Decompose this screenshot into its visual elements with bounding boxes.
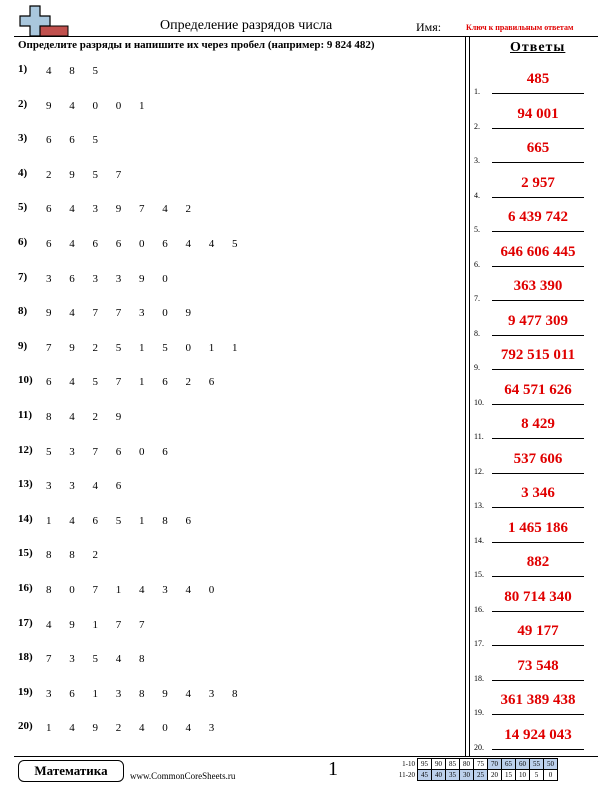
answer-item <box>474 692 598 718</box>
answer-value: 646 606 445 <box>500 243 576 260</box>
answer-item <box>474 519 598 546</box>
problem-digits: 5 3 7 6 0 6 <box>46 445 176 458</box>
answer-number: 1. <box>474 87 480 96</box>
score-cell: 40 <box>432 770 446 781</box>
problem-digits: 6 4 3 9 7 4 2 <box>46 203 199 216</box>
answer-line <box>492 266 584 267</box>
answer-item <box>474 174 598 201</box>
answer-column-divider <box>469 36 470 756</box>
score-cell: 50 <box>544 759 558 770</box>
answer-line <box>492 93 584 94</box>
answer-number: 7. <box>474 294 480 303</box>
score-cell: 90 <box>432 759 446 770</box>
answer-number: 16. <box>474 604 484 614</box>
answer-item <box>474 450 598 477</box>
answer-value: 2 957 <box>521 174 555 191</box>
answer-value: 64 571 626 <box>504 381 572 398</box>
problem-number: 16) <box>18 582 33 594</box>
answer-item <box>474 485 598 511</box>
problem-number: 4) <box>18 166 28 179</box>
problem-digits: 6 4 6 6 0 6 4 4 5 <box>46 238 245 250</box>
answer-item <box>474 623 598 649</box>
answer-item <box>474 140 598 166</box>
answer-item <box>474 726 598 753</box>
problem-digits: 1 4 9 2 4 0 4 3 <box>46 722 222 735</box>
problem-digits: 7 9 2 5 1 5 0 1 1 <box>46 341 245 354</box>
answer-line <box>492 197 584 198</box>
problem-number: 5) <box>18 201 28 214</box>
answer-item <box>474 657 598 684</box>
answer-value: 80 714 340 <box>504 588 572 605</box>
answer-item <box>474 554 598 580</box>
problem-number: 17) <box>18 616 33 629</box>
score-cell: 10 <box>516 770 530 781</box>
answer-line <box>492 714 584 715</box>
score-cell: 65 <box>502 759 516 770</box>
problem-digits: 8 4 2 9 <box>46 411 129 423</box>
answer-number: 6. <box>474 259 480 269</box>
score-range-label: 11-20 <box>398 771 415 779</box>
subject-badge: Математика <box>18 760 124 782</box>
answer-item <box>474 278 598 304</box>
site-url: www.CommonCoreSheets.ru <box>130 771 236 781</box>
answer-item <box>474 381 598 408</box>
answer-line <box>492 369 584 370</box>
answer-value: 665 <box>526 140 550 156</box>
score-cell: 35 <box>446 770 460 781</box>
score-cell: 5 <box>530 770 544 781</box>
problem-digits: 8 0 7 1 4 3 4 0 <box>46 584 222 596</box>
answer-line <box>492 576 584 577</box>
answer-number: 3. <box>474 156 480 165</box>
answer-value: 9 477 309 <box>508 312 568 329</box>
answer-number: 5. <box>474 225 480 234</box>
problem-number: 3) <box>18 132 28 145</box>
score-cell: 15 <box>502 770 516 781</box>
answer-number: 10. <box>474 397 484 407</box>
problem-number: 12) <box>18 443 33 456</box>
answer-line <box>492 473 584 474</box>
answer-item <box>474 588 598 615</box>
problem-number: 1) <box>18 63 28 75</box>
answer-number: 17. <box>474 639 484 648</box>
answer-item <box>474 209 598 235</box>
problem-number: 6) <box>18 236 28 248</box>
answer-number: 4. <box>474 190 480 200</box>
answer-number: 19. <box>474 708 484 717</box>
problem-number: 13) <box>18 478 33 491</box>
problem-digits: 3 6 1 3 8 9 4 3 8 <box>46 687 245 700</box>
answer-key-label: Ключ к правильным ответам <box>466 23 574 32</box>
answer-item <box>474 71 598 97</box>
header-divider <box>14 36 598 37</box>
answer-line <box>492 404 584 405</box>
answer-number: 18. <box>474 673 484 683</box>
score-cell: 85 <box>446 759 460 770</box>
worksheet-title: Определение разрядов числа <box>160 18 333 33</box>
problem-digits: 6 4 5 7 1 6 2 6 <box>46 376 222 389</box>
problem-number: 19) <box>18 685 33 698</box>
answer-item <box>474 105 598 132</box>
answer-number: 15. <box>474 570 484 579</box>
answer-number: 13. <box>474 501 484 510</box>
answer-number: 11. <box>474 432 484 441</box>
score-cell: 30 <box>460 770 474 781</box>
name-label: Имя: <box>416 20 442 34</box>
math-plus-logo-icon <box>18 4 70 38</box>
problem-digits: 4 9 1 7 7 <box>46 618 152 631</box>
problem-digits: 6 6 5 <box>46 134 106 147</box>
answer-number: 20. <box>474 742 484 752</box>
answer-line <box>492 335 584 336</box>
score-cell: 95 <box>418 759 432 770</box>
problem-digits: 3 3 4 6 <box>46 480 129 493</box>
problem-number: 15) <box>18 547 33 560</box>
answer-number: 12. <box>474 466 484 476</box>
answer-value: 8 429 <box>521 416 555 432</box>
score-cell: 25 <box>474 770 488 781</box>
answer-line <box>492 611 584 612</box>
answer-value: 1 465 186 <box>508 519 568 536</box>
answer-value: 14 924 043 <box>504 726 572 743</box>
problem-digits: 1 4 6 5 1 8 6 <box>46 514 199 527</box>
answer-number: 8. <box>474 328 480 338</box>
answer-item <box>474 312 598 339</box>
score-cell: 45 <box>418 770 432 781</box>
problem-number: 20) <box>18 720 33 733</box>
problem-digits: 9 4 7 7 3 0 9 <box>46 307 199 320</box>
answer-item <box>474 416 598 442</box>
answer-value: 485 <box>526 71 550 87</box>
answer-item <box>474 243 598 270</box>
answer-value: 49 177 <box>517 623 559 639</box>
problem-digits: 3 6 3 3 9 0 <box>46 272 176 285</box>
score-cell: 70 <box>488 759 502 770</box>
answer-line <box>492 680 584 681</box>
answer-item <box>474 347 598 373</box>
score-cell: 60 <box>516 759 530 770</box>
answer-line <box>492 128 584 129</box>
score-range-label: 1-10 <box>402 760 415 768</box>
answers-title: Ответы <box>510 40 566 55</box>
answer-line <box>492 438 584 439</box>
answer-line <box>492 300 584 301</box>
answer-value: 792 515 011 <box>500 347 576 363</box>
score-row <box>394 770 558 781</box>
answer-line <box>492 749 584 750</box>
problem-number: 10) <box>18 374 33 387</box>
problem-number: 9) <box>18 339 28 352</box>
score-row <box>394 759 558 770</box>
answer-line <box>492 507 584 508</box>
instructions: Определите разряды и напишите их через пробел (например: 9 824 482) <box>18 39 375 51</box>
score-cell: 20 <box>488 770 502 781</box>
problem-digits: 7 3 5 4 8 <box>46 653 152 666</box>
answer-value: 537 606 <box>513 450 563 467</box>
answer-value: 6 439 742 <box>508 209 568 225</box>
score-cell: 55 <box>530 759 544 770</box>
answer-value: 73 548 <box>517 657 559 674</box>
answer-number: 14. <box>474 535 484 545</box>
answer-value: 3 346 <box>521 485 555 501</box>
footer-divider <box>14 756 598 757</box>
problem-number: 2) <box>18 97 28 110</box>
answer-value: 882 <box>526 554 550 570</box>
score-table <box>394 758 558 781</box>
problem-number: 8) <box>18 305 28 318</box>
problem-number: 14) <box>18 512 33 525</box>
problem-number: 18) <box>18 651 33 664</box>
answer-line <box>492 231 584 232</box>
answer-line <box>492 645 584 646</box>
answer-line <box>492 162 584 163</box>
problem-digits: 2 9 5 7 <box>46 168 129 181</box>
problem-digits: 9 4 0 0 1 <box>46 99 152 112</box>
page-number: 1 <box>328 758 338 780</box>
answer-number: 9. <box>474 363 480 372</box>
score-cell: 80 <box>460 759 474 770</box>
problem-digits: 8 8 2 <box>46 549 106 562</box>
problem-number: 11) <box>18 409 33 421</box>
answer-column-divider <box>465 36 466 756</box>
answer-value: 363 390 <box>513 278 563 294</box>
answer-number: 2. <box>474 121 480 131</box>
problem-digits: 4 8 5 <box>46 65 106 77</box>
score-cell: 0 <box>544 770 558 781</box>
answer-value: 361 389 438 <box>500 692 576 708</box>
answer-value: 94 001 <box>517 105 559 122</box>
score-cell: 75 <box>474 759 488 770</box>
answer-line <box>492 542 584 543</box>
problem-number: 7) <box>18 270 28 283</box>
